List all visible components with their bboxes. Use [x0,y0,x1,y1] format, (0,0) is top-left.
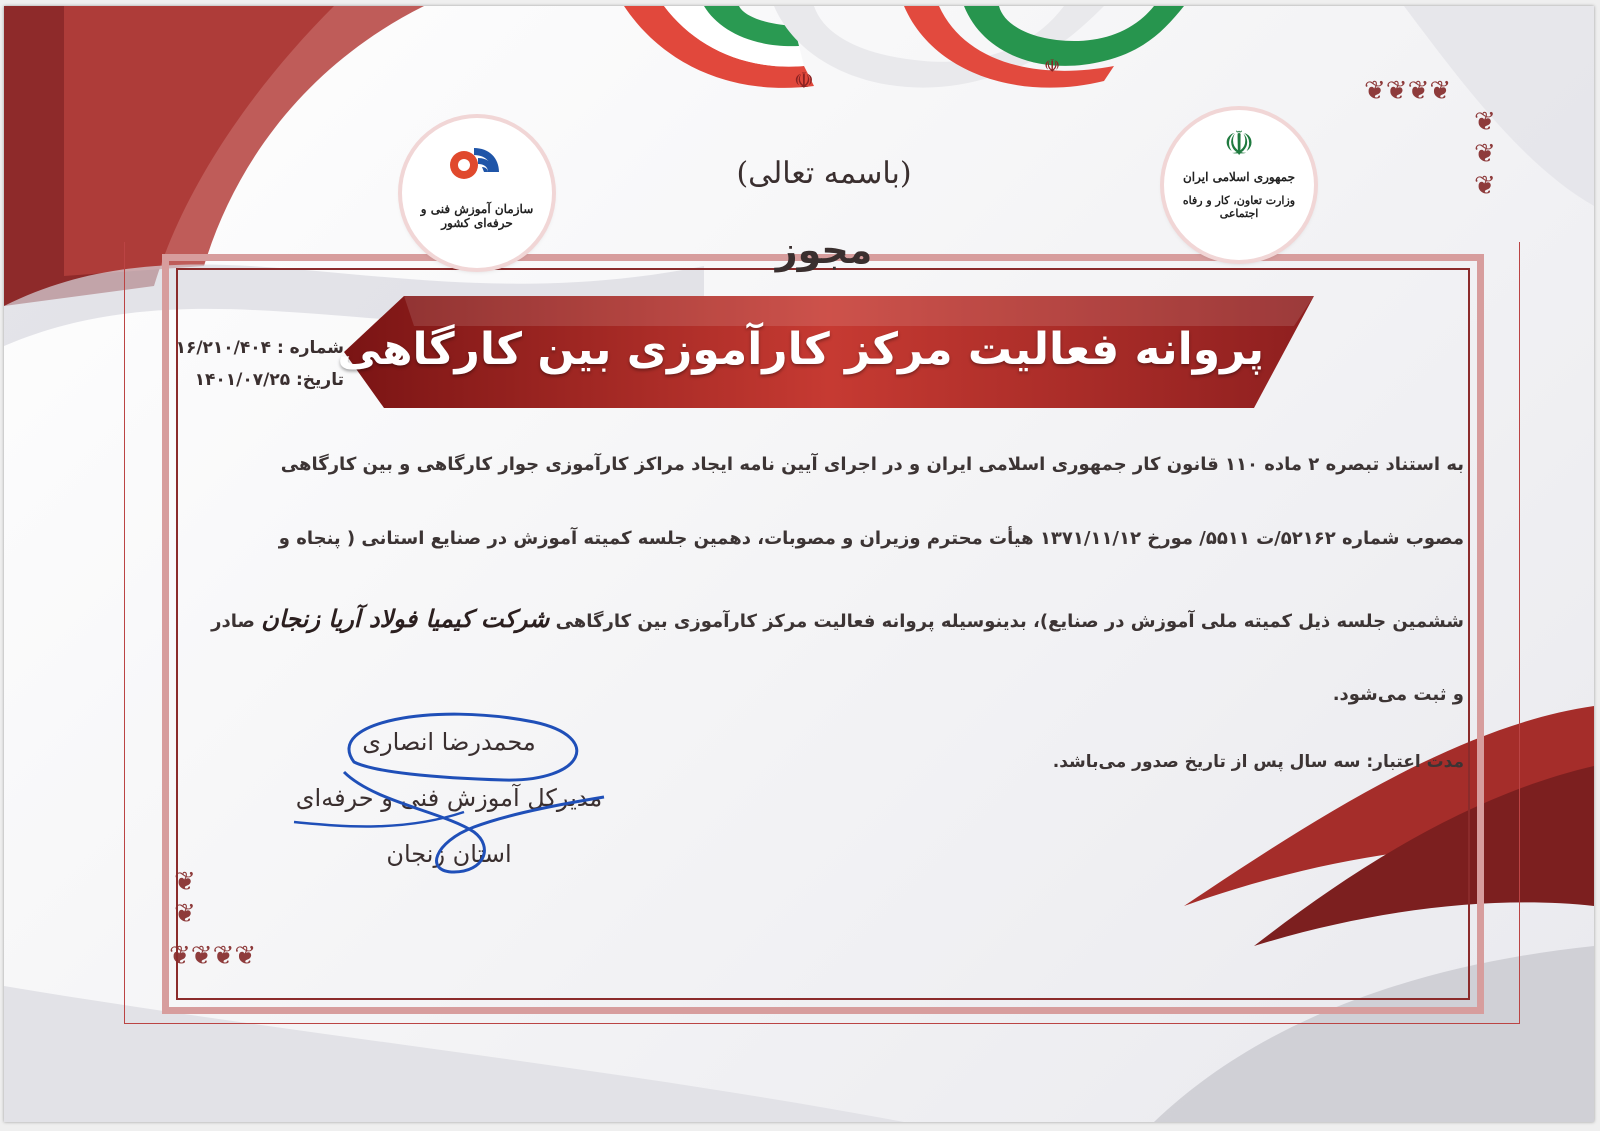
number-row [174,338,344,358]
number-value: ۱۶/۲۱۰/۴۰۴ [175,338,272,358]
banner-title: پروانه فعالیت مرکز کارآموزی بین کارگاهی [337,324,1264,375]
signer-position: مدیرکل آموزش فنی و حرفه‌ای [295,784,603,812]
signer-name: محمدرضا انصاری [362,728,536,756]
body-line-4: و ثبت می‌شود. [1332,684,1464,705]
invocation: (باسمه تعالی) [736,156,912,191]
date-label: تاریخ: [296,370,344,390]
company-name: شرکت کیمیا فولاد آریا زنجان [261,604,550,633]
ministry-logo-line1: جمهوری اسلامی ایران [1182,170,1296,184]
gear-logo-icon [444,140,514,190]
number-label: شماره : [276,338,344,358]
date-row [174,370,344,390]
ministry-logo [1164,110,1314,260]
tvto-logo-text: سازمان آموزش فنی و حرفه‌ای کشور [420,202,534,230]
ornament-top-right-vertical: ❦ ❦ ❦ [1474,107,1496,201]
body-line-3 [194,604,1464,633]
ministry-logo-line2: وزارت تعاون، کار و رفاه اجتماعی [1182,194,1296,220]
body-line-1: به استناد تبصره ۲ ماده ۱۱۰ قانون کار جمهوری اسلامی ایران و در اجرای آیین نامه ایجاد مراکز کارآموزی جوار کارگاهی و بین کارگاهی [280,454,1464,475]
iran-emblem-icon: ☫ [1223,124,1255,164]
date-value: ۱۴۰۱/۰۷/۲۵ [194,370,291,390]
body-line-3-b: صادر [211,611,255,632]
validity-text: مدت اعتبار: سه سال پس از تاریخ صدور می‌باشد. [1052,752,1464,772]
certificate-sheet [4,6,1594,1122]
body-line-2: مصوب شماره ۵۲۱۶۲/ت ۵۵۱۱/ مورخ ۱۳۷۱/۱۱/۱۲ هیأت محترم وزیران و مصوبات، دهمین جلسه کمیته آموزش در صنایع استانی ( پنجاه و [278,528,1464,549]
flag-ribbon [604,6,1204,116]
svg-text:☫: ☫ [1044,56,1061,77]
ornament-bottom-left-vertical: ❦ ❦ [174,867,196,929]
ornament-bottom-left: ❦❦❦❦ [169,941,257,971]
handwritten-signature [284,702,614,902]
svg-text:☫: ☫ [794,69,814,94]
tvto-logo [402,118,552,268]
signer-province: استان زنجان [386,840,512,868]
body-line-3-a: ششمین جلسه ذیل کمیته ملی آموزش در صنایع)، بدینوسیله پروانه فعالیت مرکز کارآموزی بین کارگاهی [555,611,1464,632]
ornament-top-right: ❦❦❦❦ [1364,76,1452,106]
document-title: مجوز [775,228,873,272]
